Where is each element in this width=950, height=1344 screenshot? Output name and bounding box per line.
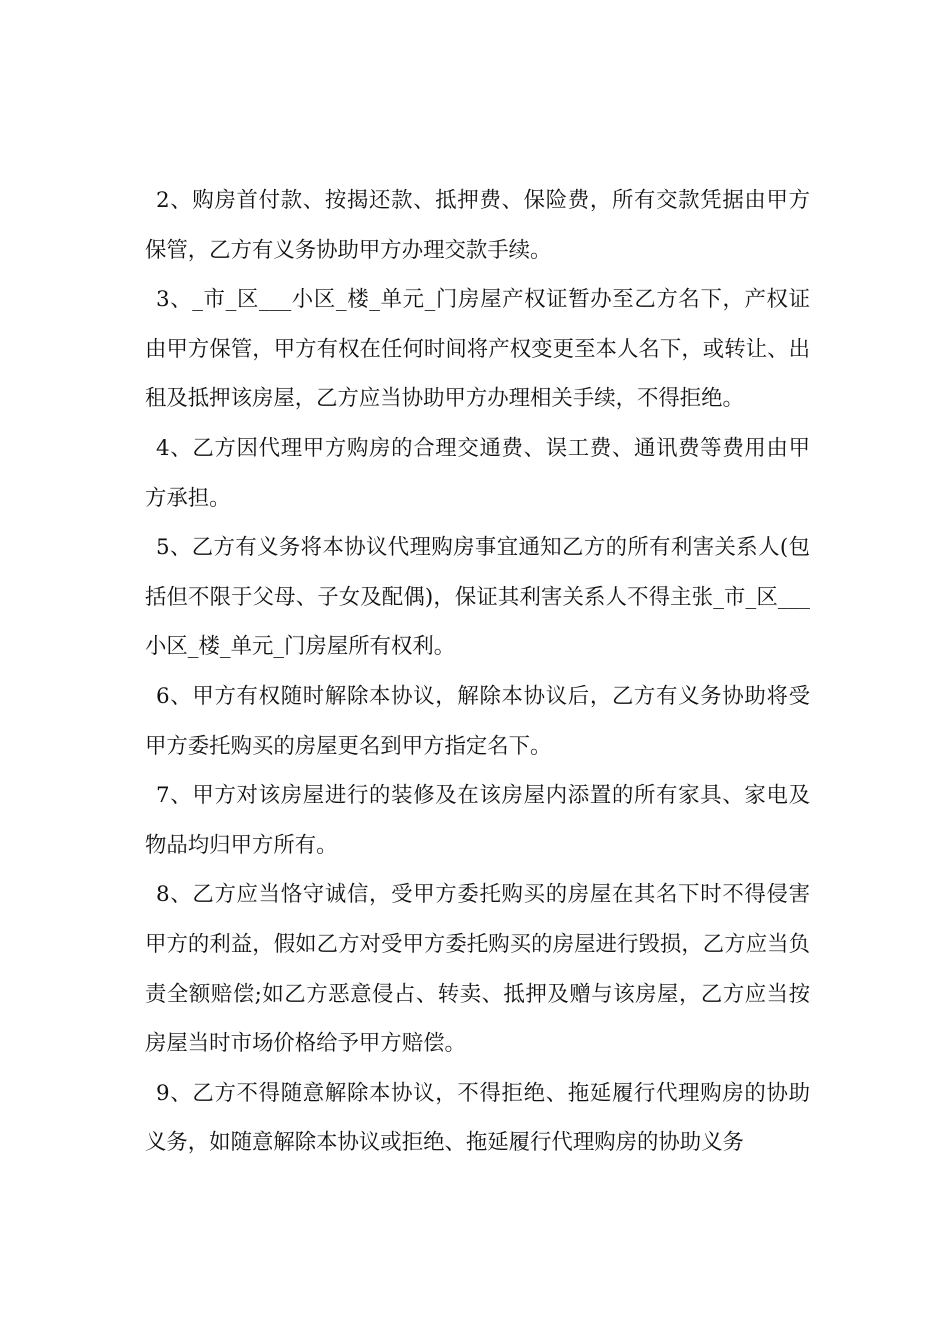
clause-5: 5、乙方有义务将本协议代理购房事宜通知乙方的所有利害关系人(包括但不限于父母、子女及配偶)，保证其利害关系人不得主张_市_区___小区_楼_单元_门房屋所有权利。 — [145, 535, 810, 660]
clause-2: 2、购房首付款、按揭还款、抵押费、保险费，所有交款凭据由甲方保管，乙方有义务协助甲方办理交款手续。 — [145, 188, 810, 263]
clause-8: 8、乙方应当恪守诚信，受甲方委托购买的房屋在其名下时不得侵害甲方的利益，假如乙方对受甲方委托购买的房屋进行毁损，乙方应当负责全额赔偿;如乙方恶意侵占、转卖、抵押及赠与该房屋，乙方应当按房屋当时市场价格给予甲方赔偿。 — [145, 882, 810, 1057]
clause-4: 4、乙方因代理甲方购房的合理交通费、误工费、通讯费等费用由甲方承担。 — [145, 435, 810, 511]
clause-6: 6、甲方有权随时解除本协议，解除本协议后，乙方有义务协助将受甲方委托购买的房屋更名到甲方指定名下。 — [145, 683, 810, 759]
clause-3: 3、_市_区___小区_楼_单元_门房屋产权证暂办至乙方名下，产权证由甲方保管，甲方有权在任何时间将产权变更至本人名下，或转让、出租及抵押该房屋，乙方应当协助甲方办理相关手续，不得拒绝。 — [145, 287, 810, 412]
clause-7: 7、甲方对该房屋进行的装修及在该房屋内添置的所有家具、家电及物品均归甲方所有。 — [145, 783, 810, 858]
clause-9: 9、乙方不得随意解除本协议，不得拒绝、拖延履行代理购房的协助义务，如随意解除本协议或拒绝、拖延履行代理购房的协助义务 — [145, 1080, 810, 1156]
document-body — [145, 176, 810, 1168]
